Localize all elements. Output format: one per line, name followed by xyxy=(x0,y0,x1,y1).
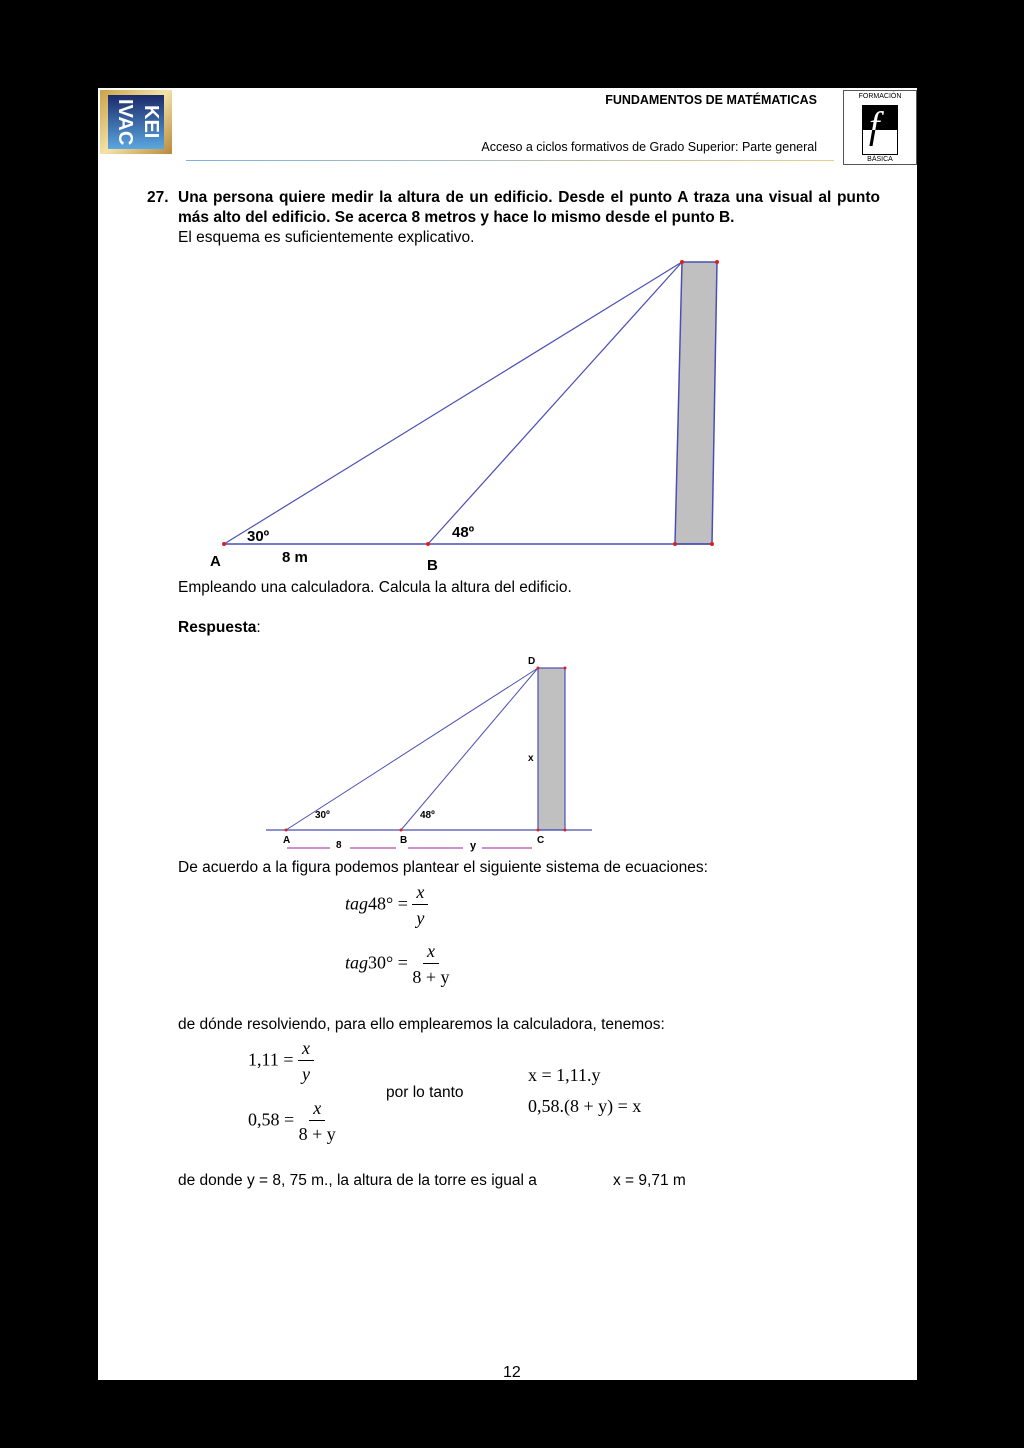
system-intro: De acuerdo a la figura podemos plantear el siguiente sistema de ecuaciones: xyxy=(178,859,708,876)
page-number: 12 xyxy=(503,1364,521,1381)
logo-text: KEI IVAC xyxy=(108,95,164,149)
equation-substitution: 0,58.(8 + y) = x xyxy=(528,1096,642,1116)
problem-normal-text: El esquema es suficientemente explicativo. xyxy=(178,229,475,246)
angle-a-label: 30º xyxy=(247,528,270,545)
height-x-label: x xyxy=(528,753,534,764)
point-b-label: B xyxy=(400,835,408,846)
equation-tag30: tag30° = $\frac{x}{8 + y}$ xyxy=(345,941,450,987)
angle-48-label: 48º xyxy=(420,810,435,821)
angle-b-label: 48º xyxy=(452,524,475,541)
distance-y-label: y xyxy=(470,840,477,852)
solve-intro: de dónde resolviendo, para ello emplearemos la calculadora, tenemos: xyxy=(178,1016,665,1033)
logo-top-text: FORMACIÓN xyxy=(858,93,902,100)
angle-30-label: 30º xyxy=(315,810,330,821)
sight-line-a xyxy=(286,668,538,830)
point-b-label: B xyxy=(427,557,438,574)
equation-1-11: 1,11 = $\frac{x}{y}$ xyxy=(248,1036,314,1087)
answer-label: Respuesta xyxy=(178,619,257,636)
equation-tag48: tag48° = $\frac{x}{y}$ xyxy=(345,880,428,931)
equation-x: x = 1,11.y xyxy=(528,1065,601,1085)
result-text: x = 9,71 m xyxy=(613,1172,686,1189)
conclusion-text: de donde y = 8, 75 m., la altura de la torre es igual a xyxy=(178,1172,537,1189)
answer-colon: : xyxy=(256,619,261,636)
logo-bottom-text: BÁSICA xyxy=(867,156,893,163)
sight-line-b xyxy=(401,668,538,830)
header-title: FUNDAMENTOS DE MATÉMATICAS xyxy=(605,93,817,107)
problem-number: 27. xyxy=(147,189,169,206)
distance-8-label: 8 xyxy=(336,840,342,851)
point-a-label: A xyxy=(210,553,221,570)
header-subtitle: Acceso a ciclos formativos de Grado Superior: Parte general xyxy=(481,140,817,154)
point-a-label: A xyxy=(283,835,291,846)
problem-bold-text: Una persona quiere medir la altura de un edificio. Desde el punto A traza una visual al punto más alto del edificio. Se acerca 8 metros y hace lo mismo desde el punto B. xyxy=(178,189,880,226)
point-d-label: D xyxy=(528,656,536,667)
question-text: Empleando una calculadora. Calcula la altura del edificio. xyxy=(178,579,572,596)
formacion-basica-logo: FORMACIÓN f BÁSICA xyxy=(843,90,917,165)
equation-0-58: 0,58 = $\frac{x}{8 + y}$ xyxy=(248,1098,336,1144)
distance-label: 8 m xyxy=(282,549,308,566)
therefore-text: por lo tanto xyxy=(386,1084,464,1101)
tower-shape xyxy=(538,668,565,830)
point-c-label: C xyxy=(537,835,545,846)
